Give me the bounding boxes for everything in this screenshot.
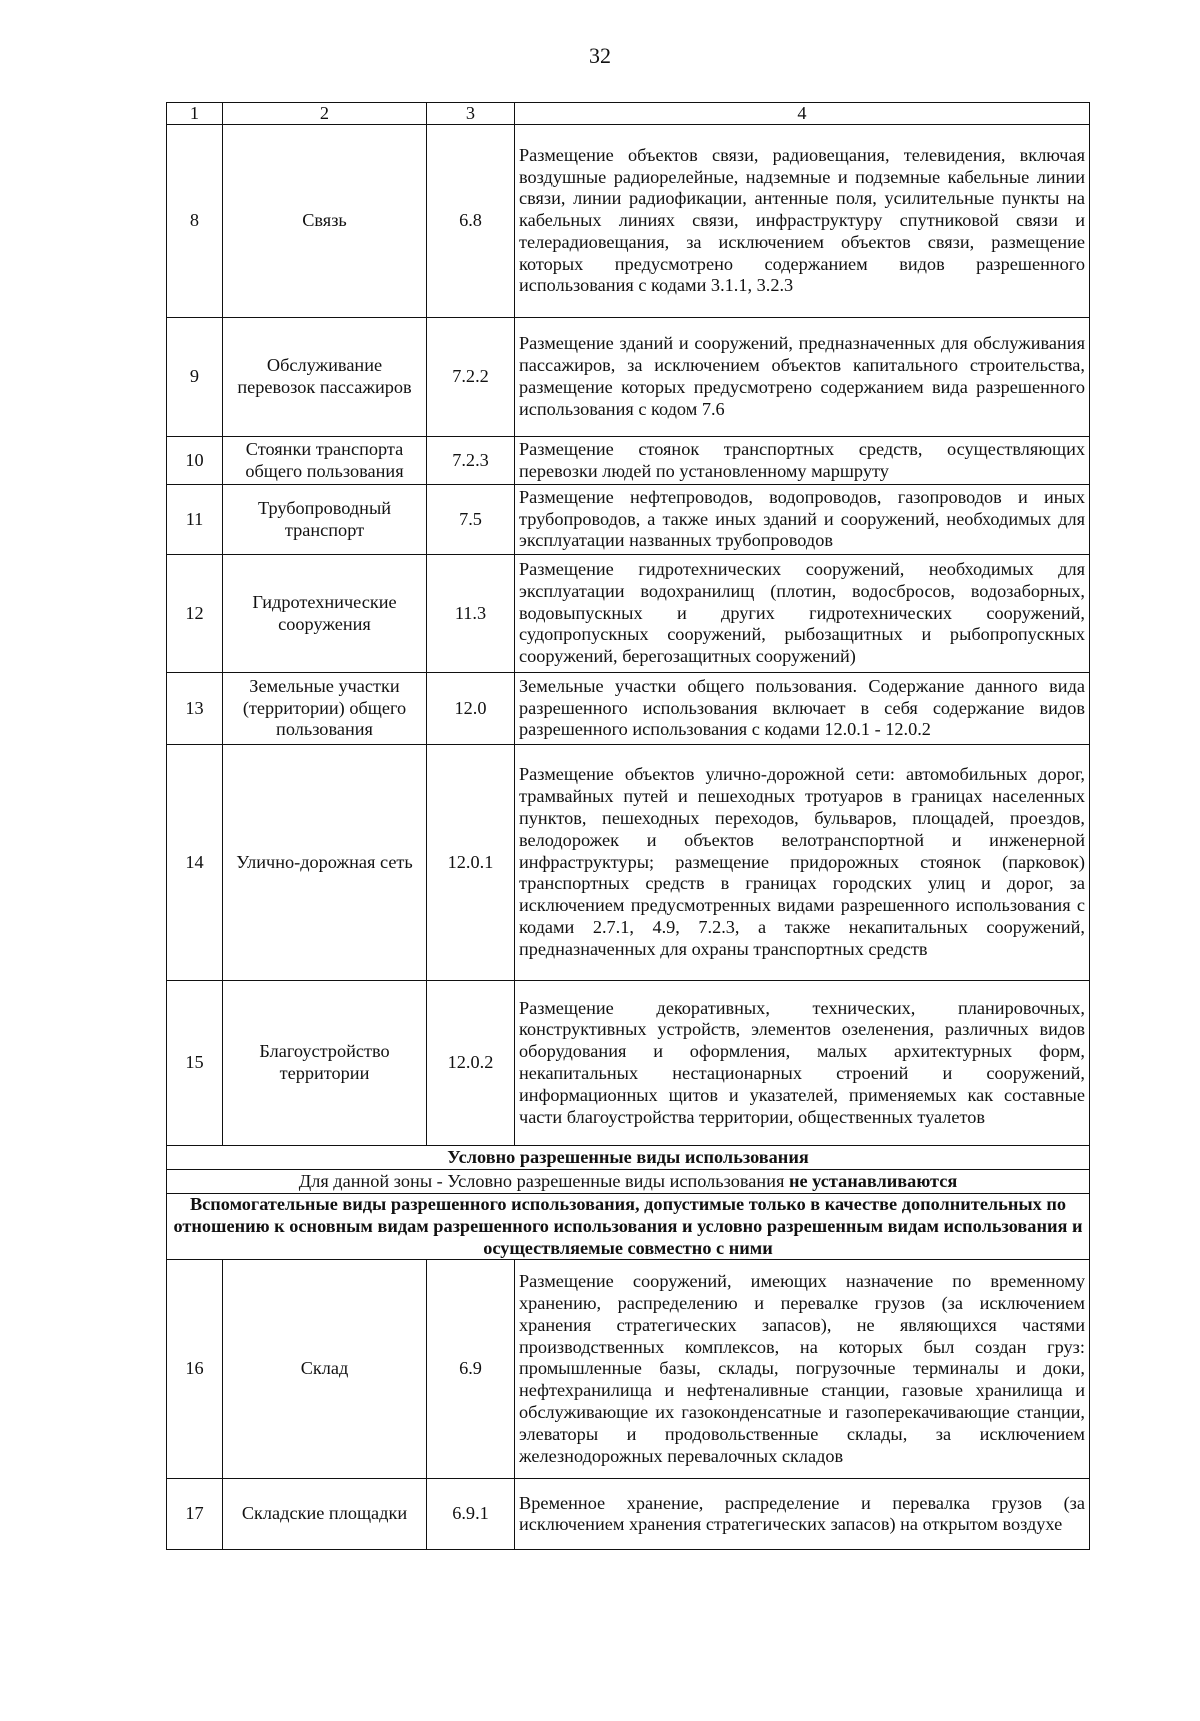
use-type-description: Земельные участки общего пользования. Содержание данного вида разрешенного использования включает в себя содержание видов разрешенного использования с кодами 12.0.1 - 12.0.2	[515, 673, 1090, 745]
use-type-description: Размещение стоянок транспортных средств, осуществляющих перевозки людей по установленному маршруту	[515, 437, 1090, 485]
row-number: 8	[167, 125, 223, 318]
use-type-name: Складские площадки	[223, 1479, 427, 1550]
row-number: 17	[167, 1479, 223, 1550]
header-col-1: 1	[167, 103, 223, 125]
conditional-note-text: Для данной зоны - Условно разрешенные виды использования	[298, 1170, 789, 1191]
table-row	[167, 1260, 1090, 1479]
table-row	[167, 1479, 1090, 1550]
use-type-description: Размещение нефтепроводов, водопроводов, газопроводов и иных трубопроводов, а также иных зданий и сооружений, необходимых для эксплуатации названных трубопроводов	[515, 485, 1090, 555]
header-row	[167, 103, 1090, 125]
row-number: 13	[167, 673, 223, 745]
use-type-description: Временное хранение, распределение и перевалка грузов (за исключением хранения стратегических запасов) на открытом воздухе	[515, 1479, 1090, 1550]
use-type-description: Размещение объектов связи, радиовещания, телевидения, включая воздушные радиорелейные, надземные и подземные кабельные линии связи, линии радиофикации, антенные поля, усилительные пункты на кабельных линиях связи, инфраструктуру спутниковой связи и телерадиовещания, за исключением объектов связи, размещение которых предусмотрено содержанием видов разрешенного использования с кодами 3.1.1, 3.2.3	[515, 125, 1090, 318]
table-row	[167, 981, 1090, 1146]
use-type-code: 6.8	[427, 125, 515, 318]
land-use-table	[166, 102, 1090, 1550]
use-type-description: Размещение зданий и сооружений, предназначенных для обслуживания пассажиров, за исключением объектов капитального строительства, размещение которых предусмотрено содержанием вида разрешенного использования с кодом 7.6	[515, 318, 1090, 437]
use-type-name: Гидротехнические сооружения	[223, 555, 427, 673]
use-type-name: Благоустройство территории	[223, 981, 427, 1146]
section-row	[167, 1170, 1090, 1194]
use-type-name: Связь	[223, 125, 427, 318]
table-row	[167, 485, 1090, 555]
use-type-name: Склад	[223, 1260, 427, 1479]
auxiliary-uses-heading: Вспомогательные виды разрешенного использования, допустимые только в качестве дополнительных по отношению к основным видам разрешенного использования и условно разрешенным видам использования и осуществляемые совместно с ними	[167, 1194, 1090, 1260]
use-type-description: Размещение объектов улично-дорожной сети: автомобильных дорог, трамвайных путей и пешеходных тротуаров в границах населенных пунктов, пешеходных переходов, бульваров, площадей, проездов, велодорожек и объектов велотранспортной и инженерной инфраструктуры; размещение придорожных стоянок (парковок) транспортных средств в границах городских улиц и дорог, за исключением предусмотренных видами разрешенного использования с кодами 2.7.1, 4.9, 7.2.3, а также некапитальных сооружений, предназначенных для охраны транспортных средств	[515, 745, 1090, 981]
conditional-uses-heading: Условно разрешенные виды использования	[167, 1146, 1090, 1170]
row-number: 9	[167, 318, 223, 437]
conditional-note-emphasis: не устанавливаются	[788, 1170, 958, 1191]
header-col-2: 2	[223, 103, 427, 125]
row-number: 16	[167, 1260, 223, 1479]
use-type-description: Размещение гидротехнических сооружений, необходимых для эксплуатации водохранилищ (плотин, водосбросов, водозаборных, водовыпускных и других гидротехнических сооружений, судопропускных сооружений, рыбозащитных и рыбопропускных сооружений, берегозащитных сооружений)	[515, 555, 1090, 673]
use-type-description: Размещение декоративных, технических, планировочных, конструктивных устройств, элементов озеленения, различных видов оборудования и оформления, малых архитектурных форм, некапитальных нестационарных строений и сооружений, информационных щитов и указателей, применяемых как составные части благоустройства территории, общественных туалетов	[515, 981, 1090, 1146]
use-type-code: 7.2.3	[427, 437, 515, 485]
section-row	[167, 1194, 1090, 1260]
section-row	[167, 1146, 1090, 1170]
table-row	[167, 318, 1090, 437]
use-type-name: Обслуживание перевозок пассажиров	[223, 318, 427, 437]
page-number: 32	[589, 43, 611, 68]
use-type-name: Трубопроводный транспорт	[223, 485, 427, 555]
use-type-code: 12.0.1	[427, 745, 515, 981]
use-type-code: 11.3	[427, 555, 515, 673]
table-row	[167, 125, 1090, 318]
use-type-name: Стоянки транспорта общего пользования	[223, 437, 427, 485]
use-type-code: 7.5	[427, 485, 515, 555]
table-row	[167, 673, 1090, 745]
use-type-code: 6.9.1	[427, 1479, 515, 1550]
use-type-code: 12.0	[427, 673, 515, 745]
header-col-3: 3	[427, 103, 515, 125]
row-number: 14	[167, 745, 223, 981]
header-col-4: 4	[515, 103, 1090, 125]
row-number: 10	[167, 437, 223, 485]
row-number: 15	[167, 981, 223, 1146]
use-type-name: Улично-дорожная сеть	[223, 745, 427, 981]
table-row	[167, 437, 1090, 485]
table-row	[167, 555, 1090, 673]
use-type-name: Земельные участки (территории) общего пользования	[223, 673, 427, 745]
use-type-description: Размещение сооружений, имеющих назначение по временному хранению, распределению и перевалке грузов (за исключением хранения стратегических запасов), не являющихся частями производственных комплексов, на которых был создан груз: промышленные базы, склады, погрузочные терминалы и доки, нефтехранилища и нефтеналивные станции, газовые хранилища и обслуживающие их газоконденсатные и газоперекачивающие станции, элеваторы и продовольственные склады, за исключением железнодорожных перевалочных складов	[515, 1260, 1090, 1479]
conditional-uses-note	[167, 1170, 1090, 1194]
table-row	[167, 745, 1090, 981]
use-type-code: 7.2.2	[427, 318, 515, 437]
row-number: 12	[167, 555, 223, 673]
use-type-code: 6.9	[427, 1260, 515, 1479]
use-type-code: 12.0.2	[427, 981, 515, 1146]
row-number: 11	[167, 485, 223, 555]
